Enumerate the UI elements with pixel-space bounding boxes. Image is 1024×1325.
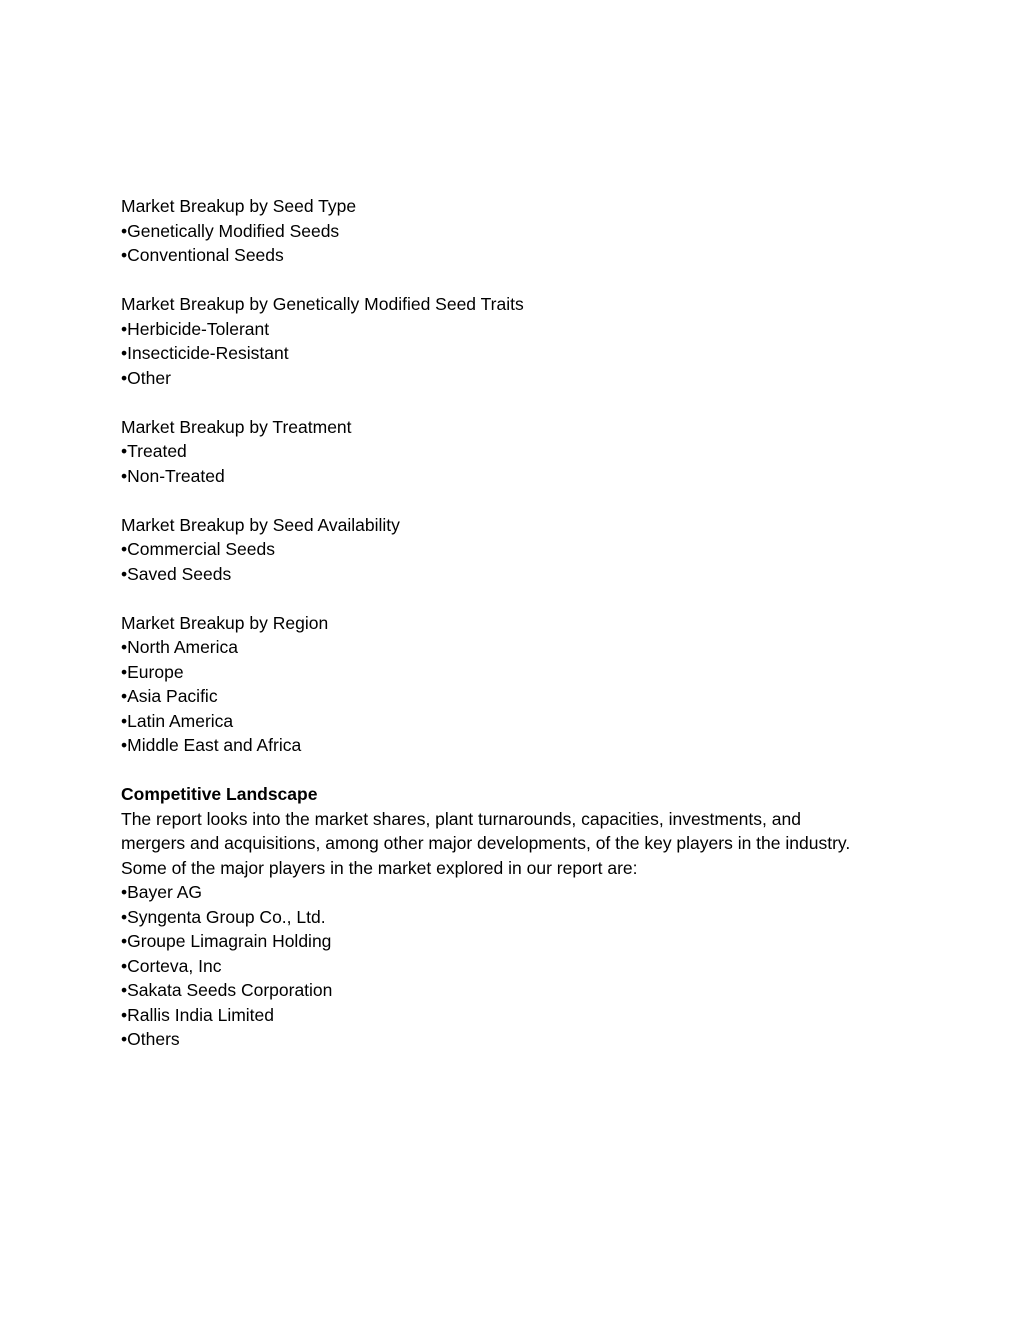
list-item: •Rallis India Limited	[121, 1004, 274, 1025]
section-treatment	[121, 415, 921, 489]
list-item: •Bayer AG	[121, 882, 203, 902]
list-item: •Saved Seeds	[121, 563, 232, 584]
list-item: •Other	[121, 367, 171, 388]
document-page	[121, 194, 921, 1076]
paragraph-line: The report looks into the market shares, plant turnarounds, capacities, investments, and	[121, 808, 801, 829]
section-region	[121, 611, 921, 758]
section-gm-traits	[121, 292, 921, 390]
list-item: •Genetically Modified Seeds	[121, 220, 340, 241]
section-heading: Market Breakup by Genetically Modified Seed Traits	[121, 294, 524, 314]
list-item: •Non-Treated	[121, 465, 225, 486]
section-seed-type	[121, 194, 921, 268]
competitive-heading: Competitive Landscape	[121, 784, 318, 804]
list-item: •Asia Pacific	[121, 686, 218, 706]
paragraph-line: mergers and acquisitions, among other major developments, of the key players in the industry.	[121, 833, 851, 853]
list-item: •Others	[121, 1029, 180, 1049]
list-item: •Conventional Seeds	[121, 245, 284, 265]
list-item: •Insecticide-Resistant	[121, 343, 289, 363]
list-item: •Sakata Seeds Corporation	[121, 980, 333, 1000]
section-heading: Market Breakup by Region	[121, 612, 329, 633]
section-heading: Market Breakup by Seed Availability	[121, 514, 400, 535]
section-heading: Market Breakup by Seed Type	[121, 196, 357, 216]
list-item: •Commercial Seeds	[121, 539, 275, 559]
list-item: •North America	[121, 637, 238, 657]
section-heading: Market Breakup by Treatment	[121, 416, 352, 437]
paragraph-line: Some of the major players in the market explored in our report are:	[121, 857, 638, 878]
list-item: •Latin America	[121, 710, 234, 731]
list-item: •Treated	[121, 441, 187, 461]
list-item: •Groupe Limagrain Holding	[121, 931, 332, 951]
section-seed-availability	[121, 513, 921, 587]
list-item: •Middle East and Africa	[121, 735, 302, 755]
list-item: •Europe	[121, 661, 184, 682]
list-item: •Herbicide-Tolerant	[121, 318, 270, 339]
list-item: •Syngenta Group Co., Ltd.	[121, 906, 326, 927]
list-item: •Corteva, Inc	[121, 955, 222, 976]
section-competitive-landscape	[121, 782, 921, 1052]
